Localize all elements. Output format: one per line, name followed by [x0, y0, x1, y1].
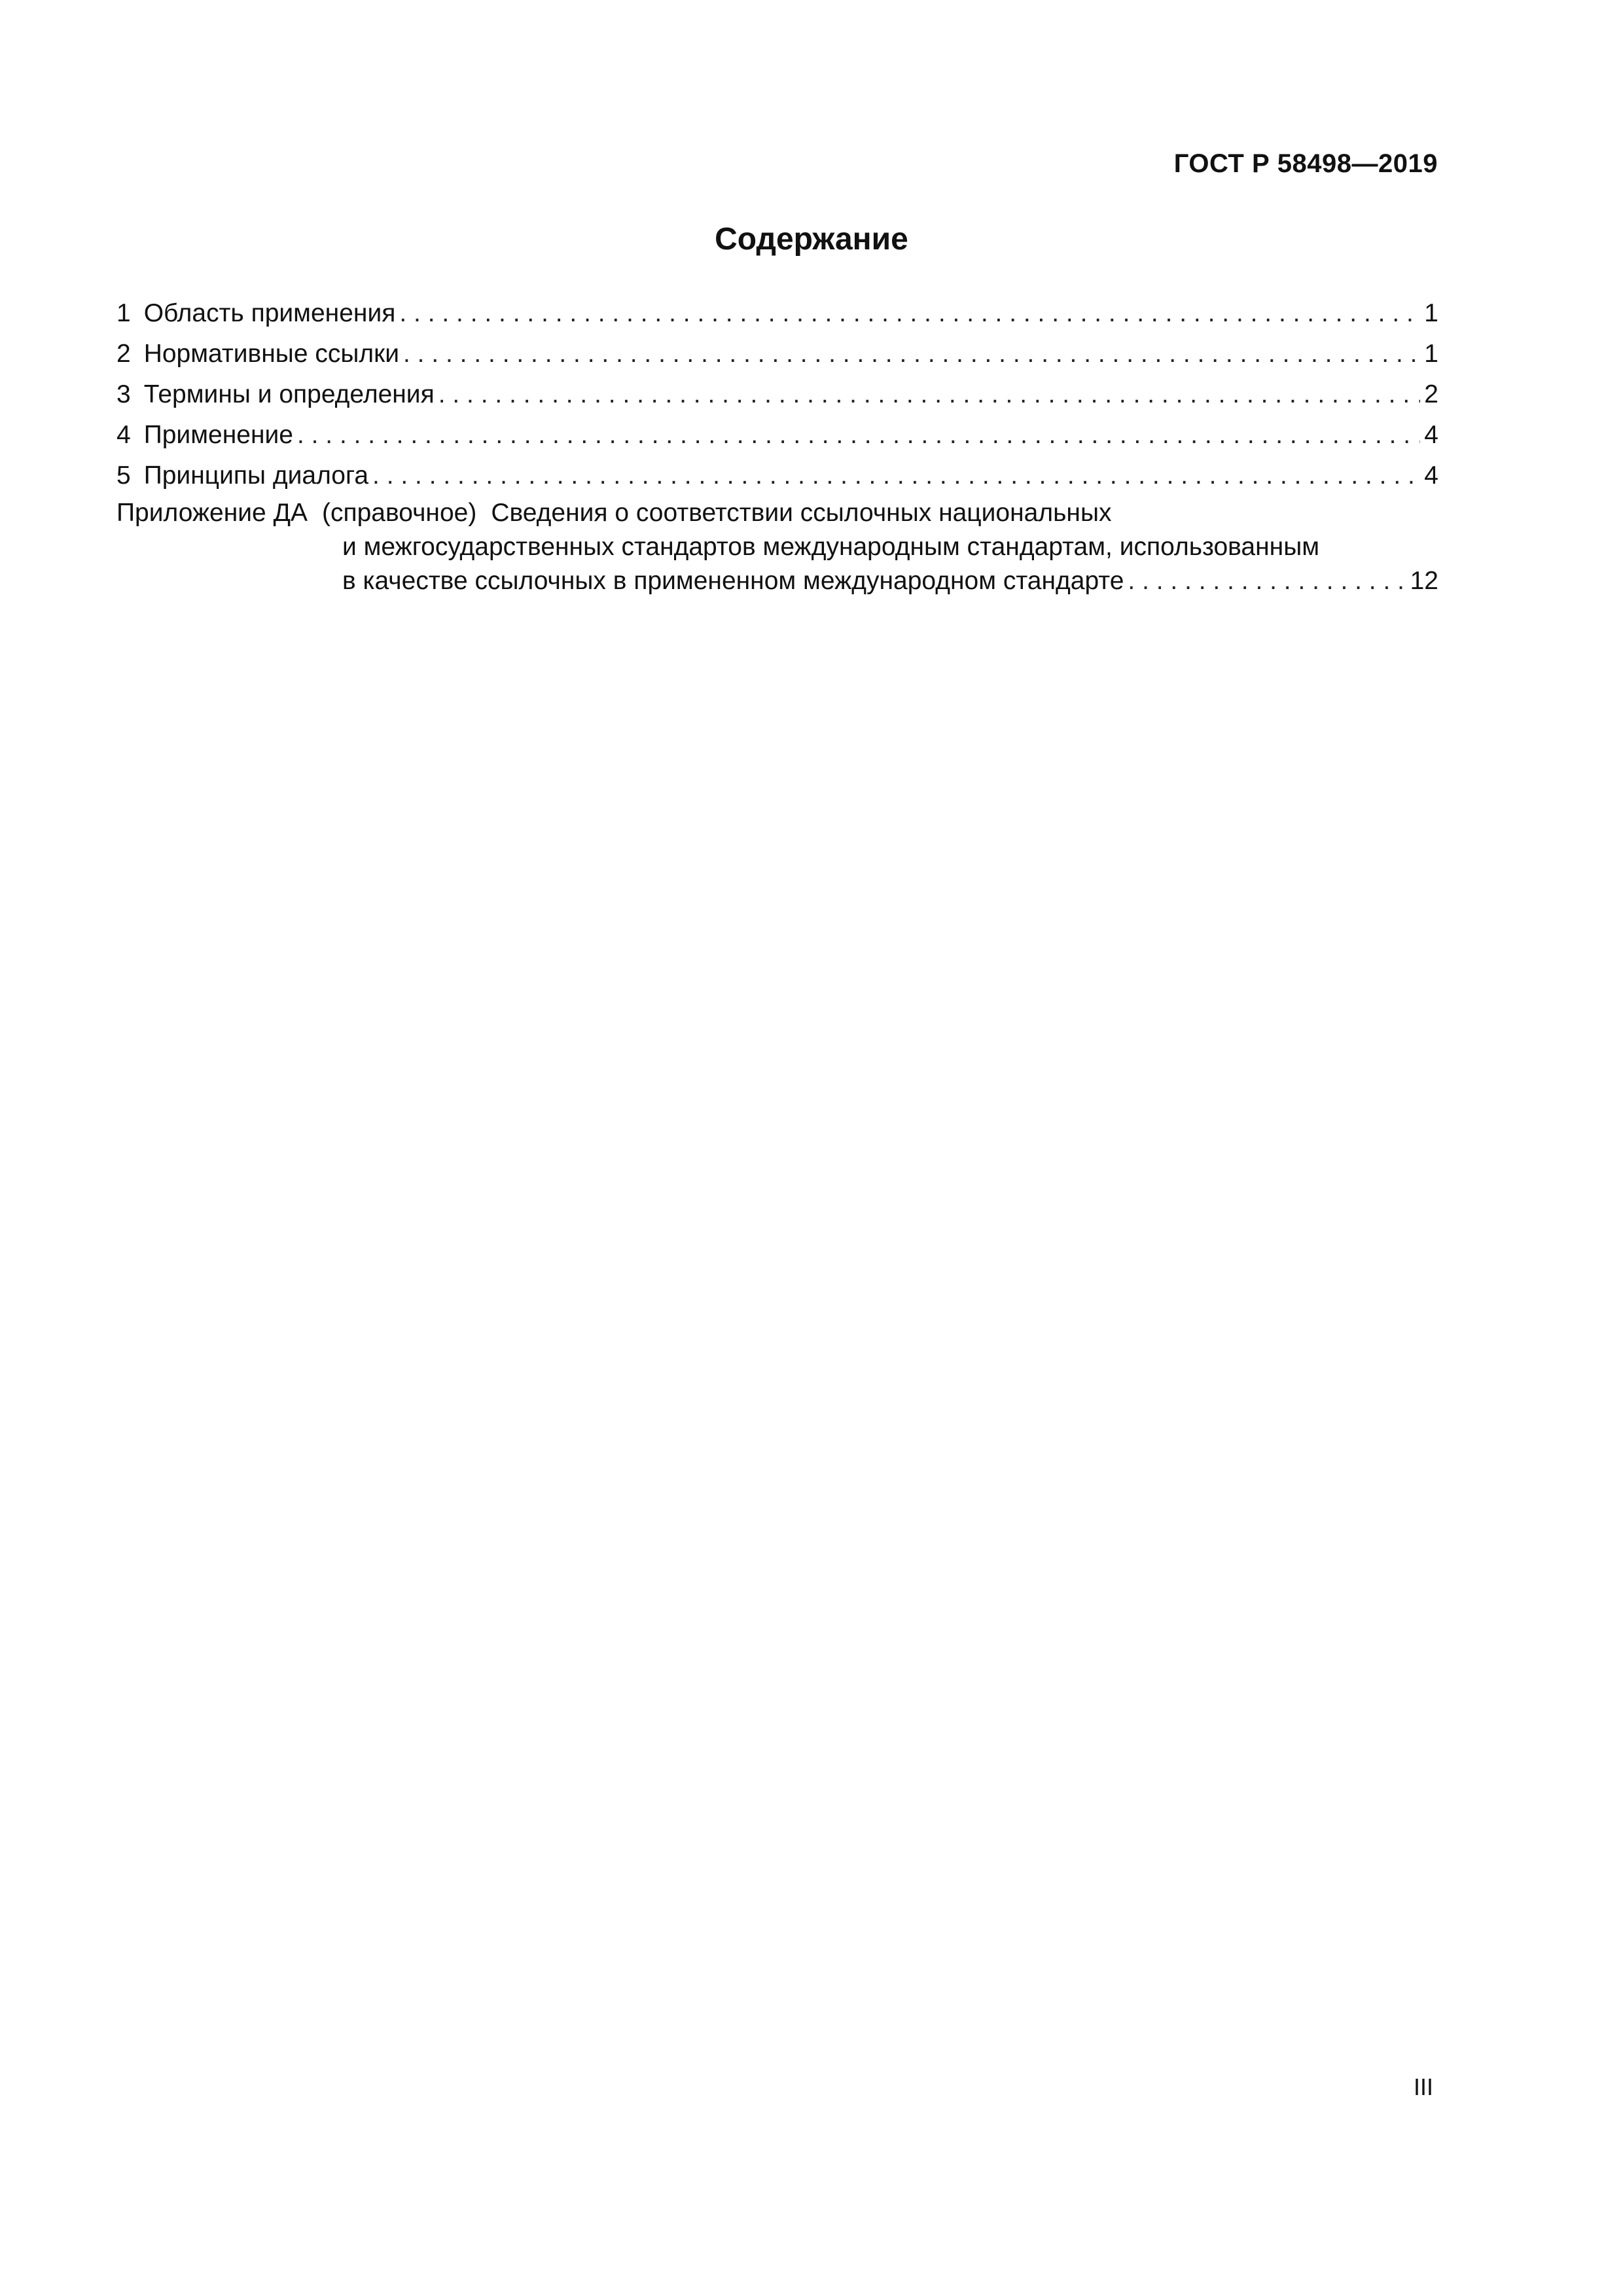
annex-label: Приложение ДА	[116, 499, 308, 527]
toc-item-text: Термины и определения	[143, 380, 435, 408]
dot-leader	[438, 374, 1421, 415]
dot-leader	[372, 456, 1420, 496]
table-of-contents	[116, 293, 1438, 598]
toc-item[interactable]	[116, 334, 1438, 374]
toc-item-page: 2	[1424, 380, 1438, 408]
annex-page: 12	[1410, 567, 1438, 595]
toc-item-number: 3	[116, 380, 131, 408]
toc-item-text: Применение	[143, 421, 293, 449]
toc-item-page: 4	[1424, 461, 1438, 490]
toc-item-page: 4	[1424, 421, 1438, 449]
toc-item-number: 1	[116, 299, 131, 327]
dot-leader	[403, 334, 1420, 374]
dot-leader	[1128, 564, 1406, 598]
dot-leader	[399, 293, 1420, 334]
toc-item-text: Нормативные ссылки	[143, 340, 399, 368]
dot-leader	[297, 415, 1420, 456]
annex-title-line-2: и межгосударственных стандартов международным стандартам, использованным	[342, 533, 1320, 561]
toc-item-text: Принципы диалога	[143, 461, 369, 490]
toc-item-number: 2	[116, 340, 131, 368]
toc-item[interactable]	[116, 374, 1438, 415]
toc-item-text: Область применения	[143, 299, 396, 327]
toc-item-page: 1	[1424, 340, 1438, 368]
toc-item-number: 5	[116, 461, 131, 490]
toc-item[interactable]	[116, 456, 1438, 496]
toc-item-page: 1	[1424, 299, 1438, 327]
toc-item[interactable]	[116, 415, 1438, 456]
annex-title-line-1: Сведения о соответствии ссылочных национальных	[491, 499, 1112, 527]
toc-annex-item[interactable]	[116, 496, 1438, 598]
annex-title-line-3: в качестве ссылочных в примененном международном стандарте	[342, 567, 1124, 595]
document-code: ГОСТ Р 58498—2019	[1173, 149, 1438, 178]
page-number: III	[1413, 2073, 1433, 2100]
toc-item-number: 4	[116, 421, 131, 449]
toc-title: Содержание	[715, 222, 908, 257]
toc-item[interactable]	[116, 293, 1438, 334]
annex-kind: (справочное)	[322, 499, 477, 527]
